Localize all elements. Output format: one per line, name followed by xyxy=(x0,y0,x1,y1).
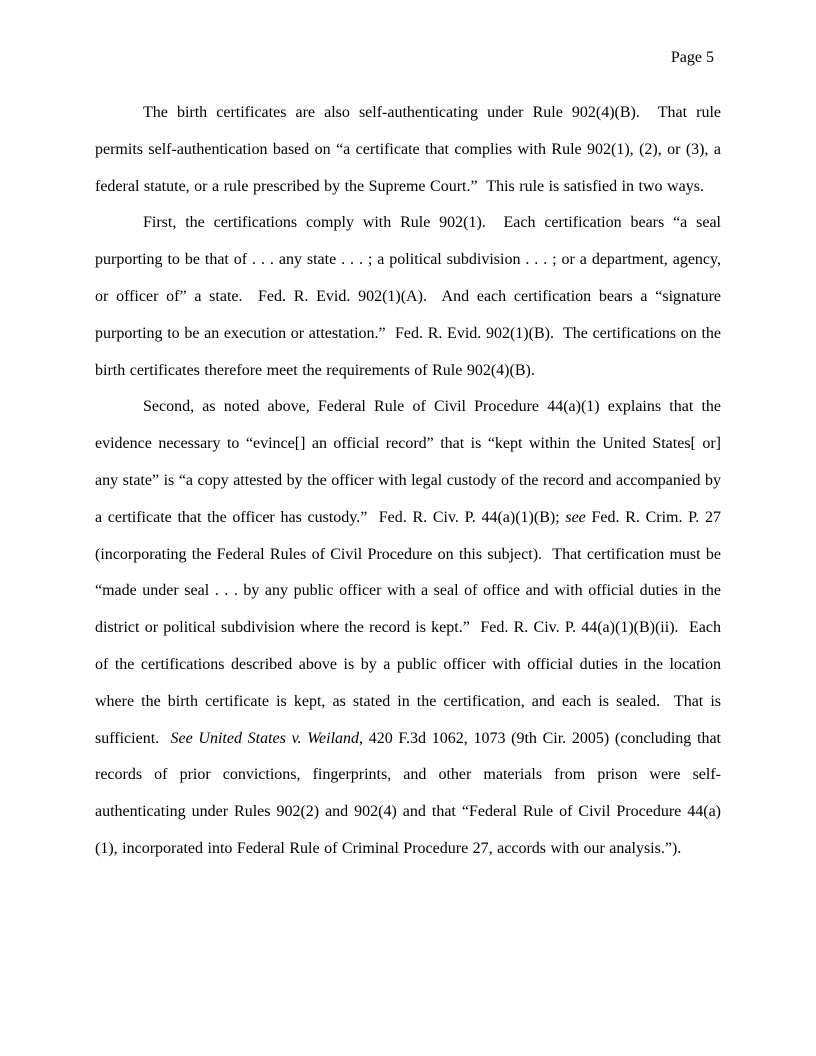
text-run: First, the certifications comply with Rule 902(1). Each certification bears “a seal purporting to be that of . . . any state . . . ; a political subdivision . . . ; or a department, agency, or officer of” a state. Fed. R. Evid. 902(1)(A). And each certification bears a “signature purporting to be an execution or attestation.” Fed. R. Evid. 902(1)(B). The certifications on the birth certificates therefore meet the requirements of Rule 902(4)(B). xyxy=(95,214,726,379)
citation-italic-run: See United States v. Weiland xyxy=(170,729,360,747)
text-run: Second, as noted above, Federal Rule of Civil Procedure 44(a)(1) explains that the evidence necessary to “evince[] an official record” that is “kept within the United States[ or] any state” is “a copy attested by the officer with legal custody of the record and accompanied by a certificate that the officer has custody.” Fed. R. Civ. P. 44(a)(1)(B); xyxy=(95,398,726,526)
text-run: Fed. R. Crim. P. 27 (incorporating the Federal Rules of Civil Procedure on this subject). That certification must be “made under seal . . . by any public officer with a seal of office and with official duties in the district or political subdivision where the record is kept.” Fed. R. Civ. P. 44(a)(1)(B)(ii). Each of the certifications described above is by a public officer with official duties in the location where the birth certificate is kept, as stated in the certification, and each is sealed. That is sufficient. xyxy=(95,508,726,747)
paragraph xyxy=(95,389,726,867)
text-run: , 420 F.3d 1062, 1073 (9th Cir. 2005) (concluding that records of prior convictions, fingerprints, and other materials from prison were self-authenticating under Rules 902(2) and 902(4) and that “Federal Rule of Civil Procedure 44(a)(1), incorporated into Federal Rule of Criminal Procedure 27, accords with our analysis.”). xyxy=(95,729,726,857)
text-run: The birth certificates are also self-authenticating under Rule 902(4)(B). That rule permits self-authentication based on “a certificate that complies with Rule 902(1), (2), or (3), a federal statute, or a rule prescribed by the Supreme Court.” This rule is satisfied in two ways. xyxy=(95,104,726,195)
citation-italic-run: see xyxy=(565,508,586,526)
page-number: Page 5 xyxy=(670,49,714,66)
document-body xyxy=(95,95,726,868)
paragraph xyxy=(95,95,726,205)
paragraph xyxy=(95,205,726,389)
page-header xyxy=(95,49,714,67)
